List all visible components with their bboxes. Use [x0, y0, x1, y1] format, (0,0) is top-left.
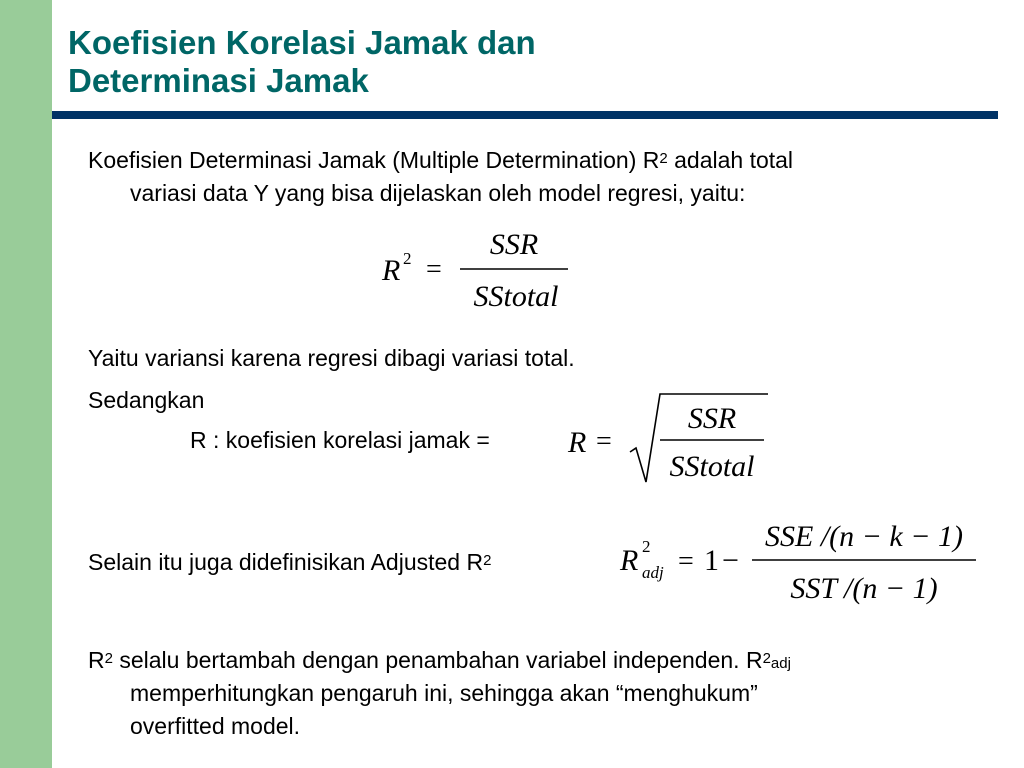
eq1-lhs-sup: 2 [403, 249, 412, 268]
note-line-2: memperhitungkan pengaruh ini, sehingga akan “menghukum” [130, 680, 758, 706]
eq3-one: 1 [704, 544, 719, 577]
paragraph-note [88, 644, 988, 743]
note-text-b: selalu bertambah dengan penambahan variabel independen. R [112, 647, 763, 673]
equation-r [564, 390, 774, 495]
paragraph-correlation: R : koefisien korelasi jamak = [190, 427, 490, 453]
title-underline [52, 111, 998, 119]
adjusted-text: Selain itu juga didefinisikan Adjusted R [88, 549, 484, 575]
definition-text-b: adalah total [667, 147, 794, 173]
equation-r-adjusted [612, 516, 984, 621]
eq2-equals: = [596, 426, 612, 457]
eq2-lhs: R [568, 426, 587, 459]
eq3-numerator: SSE /(n − k − 1) [765, 520, 963, 553]
note-line-3: overfitted model. [130, 713, 301, 739]
definition-sup: 2 [659, 150, 668, 167]
eq3-equals: = [678, 546, 694, 577]
note-sup-1: 2 [104, 650, 113, 667]
equation-r-squared [370, 220, 580, 325]
eq3-denominator: SST /(n − 1) [790, 572, 938, 605]
title-line-2: Determinasi Jamak [68, 62, 369, 99]
eq1-equals: = [426, 254, 442, 285]
eq2-denominator: SStotal [669, 450, 755, 483]
eq3-lhs-sub: adj [642, 563, 664, 582]
paragraph-sedangkan: Sedangkan [88, 387, 205, 413]
eq1-numerator: SSR [489, 228, 539, 261]
eq2-numerator: SSR [687, 402, 737, 435]
paragraph-adjusted [88, 546, 491, 579]
paragraph-definition [88, 144, 988, 210]
eq3-lhs-sup: 2 [642, 537, 651, 556]
note-sub: adj [770, 655, 791, 672]
eq3-lhs: R [620, 544, 639, 577]
eq1-denominator: SStotal [473, 280, 559, 313]
note-r: R [88, 647, 105, 673]
paragraph-variance: Yaitu variansi karena regresi dibagi variasi total. [88, 345, 575, 371]
slide-title [68, 24, 536, 100]
title-line-1: Koefisien Korelasi Jamak dan [68, 24, 536, 61]
eq3-minus: − [722, 544, 739, 577]
adjusted-sup: 2 [483, 552, 492, 569]
eq1-lhs: R [382, 254, 401, 287]
note-sup-2: 2 [762, 650, 771, 667]
definition-text-a: Koefisien Determinasi Jamak (Multiple Determination) R [88, 147, 660, 173]
left-accent-bar [0, 0, 52, 768]
title-underline-cap [52, 111, 68, 119]
definition-line-2: variasi data Y yang bisa dijelaskan oleh model regresi, yaitu: [130, 180, 746, 206]
